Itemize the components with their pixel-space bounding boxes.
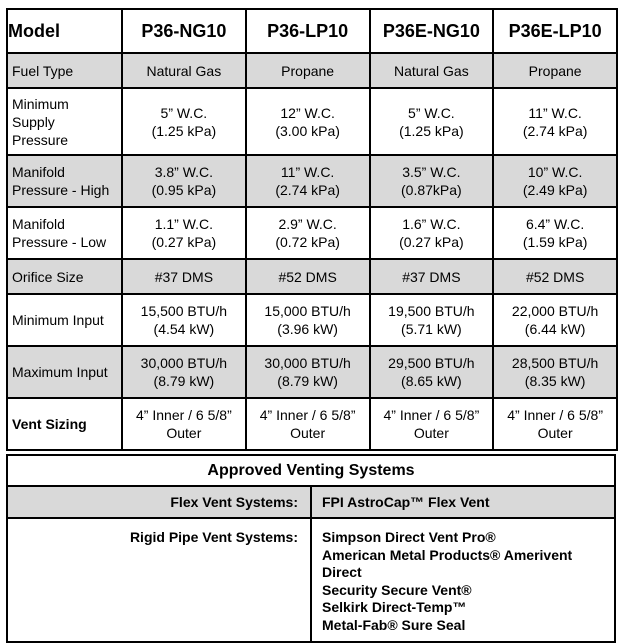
flex-vent-row xyxy=(7,486,615,518)
row-label: Manifold Pressure - High xyxy=(7,155,122,207)
header-p36-ng10: P36-NG10 xyxy=(122,9,246,53)
cell: 5” W.C. (1.25 kPa) xyxy=(370,88,494,155)
rigid-vent-label: Rigid Pipe Vent Systems: xyxy=(7,518,311,642)
cell: 15,000 BTU/h (3.96 kW) xyxy=(246,294,370,346)
rigid-vent-item: Metal-Fab® Sure Seal xyxy=(322,616,466,633)
cell: 3.5” W.C. (0.87kPa) xyxy=(370,155,494,207)
cell: Propane xyxy=(246,53,370,88)
row-manifold-pressure-low xyxy=(7,207,617,259)
cell: 2.9” W.C. (0.72 kPa) xyxy=(246,207,370,259)
cell: 4” Inner / 6 5/8” Outer xyxy=(370,398,494,450)
rigid-vent-item: Simpson Direct Vent Pro® xyxy=(322,529,496,545)
header-row xyxy=(7,9,617,53)
rigid-vent-values xyxy=(311,518,615,642)
cell: 22,000 BTU/h (6.44 kW) xyxy=(493,294,617,346)
row-label: Fuel Type xyxy=(7,53,122,88)
cell: 11” W.C. (2.74 kPa) xyxy=(493,88,617,155)
cell: 12” W.C. (3.00 kPa) xyxy=(246,88,370,155)
header-p36-lp10: P36-LP10 xyxy=(246,9,370,53)
cell: 1.6” W.C. (0.27 kPa) xyxy=(370,207,494,259)
header-model: Model xyxy=(7,9,122,53)
header-p36e-ng10: P36E-NG10 xyxy=(370,9,494,53)
cell: 28,500 BTU/h (8.35 kW) xyxy=(493,346,617,398)
row-label: Minimum Supply Pressure xyxy=(7,88,122,155)
cell: Propane xyxy=(493,53,617,88)
flex-vent-value: FPI AstroCap™ Flex Vent xyxy=(311,486,615,518)
cell: 30,000 BTU/h (8.79 kW) xyxy=(122,346,246,398)
cell: 30,000 BTU/h (8.79 kW) xyxy=(246,346,370,398)
row-label: Orifice Size xyxy=(7,259,122,294)
row-maximum-input xyxy=(7,346,617,398)
cell: 1.1” W.C. (0.27 kPa) xyxy=(122,207,246,259)
rigid-vent-item: American Metal Products® Amerivent Direct xyxy=(322,546,573,580)
cell: 4” Inner / 6 5/8” Outer xyxy=(493,398,617,450)
cell: 15,500 BTU/h (4.54 kW) xyxy=(122,294,246,346)
cell: 4” Inner / 6 5/8” Outer xyxy=(122,398,246,450)
cell: 19,500 BTU/h (5.71 kW) xyxy=(370,294,494,346)
header-p36e-lp10: P36E-LP10 xyxy=(493,9,617,53)
cell: 10” W.C. (2.49 kPa) xyxy=(493,155,617,207)
rigid-vent-item: Security Secure Vent® xyxy=(322,581,472,598)
cell: Natural Gas xyxy=(370,53,494,88)
row-vent-sizing xyxy=(7,398,617,450)
row-orifice-size xyxy=(7,259,617,294)
flex-vent-label: Flex Vent Systems: xyxy=(7,486,311,518)
row-minimum-input xyxy=(7,294,617,346)
row-label: Manifold Pressure - Low xyxy=(7,207,122,259)
row-label: Minimum Input xyxy=(7,294,122,346)
venting-title: Approved Venting Systems xyxy=(7,455,615,486)
cell: #37 DMS xyxy=(122,259,246,294)
cell: #52 DMS xyxy=(493,259,617,294)
row-manifold-pressure-high xyxy=(7,155,617,207)
cell: 6.4” W.C. (1.59 kPa) xyxy=(493,207,617,259)
row-label: Maximum Input xyxy=(7,346,122,398)
approved-venting-table xyxy=(6,454,616,643)
cell: #37 DMS xyxy=(370,259,494,294)
row-fuel-type xyxy=(7,53,617,88)
cell: 3.8” W.C. (0.95 kPa) xyxy=(122,155,246,207)
rigid-vent-item: Selkirk Direct-Temp™ xyxy=(322,599,467,615)
row-minimum-supply-pressure xyxy=(7,88,617,155)
row-label: Vent Sizing xyxy=(7,398,122,450)
rigid-vent-row xyxy=(7,518,615,642)
cell: #52 DMS xyxy=(246,259,370,294)
cell: 11” W.C. (2.74 kPa) xyxy=(246,155,370,207)
cell: Natural Gas xyxy=(122,53,246,88)
cell: 4” Inner / 6 5/8” Outer xyxy=(246,398,370,450)
specifications-table xyxy=(6,8,618,451)
cell: 5” W.C. (1.25 kPa) xyxy=(122,88,246,155)
cell: 29,500 BTU/h (8.65 kW) xyxy=(370,346,494,398)
